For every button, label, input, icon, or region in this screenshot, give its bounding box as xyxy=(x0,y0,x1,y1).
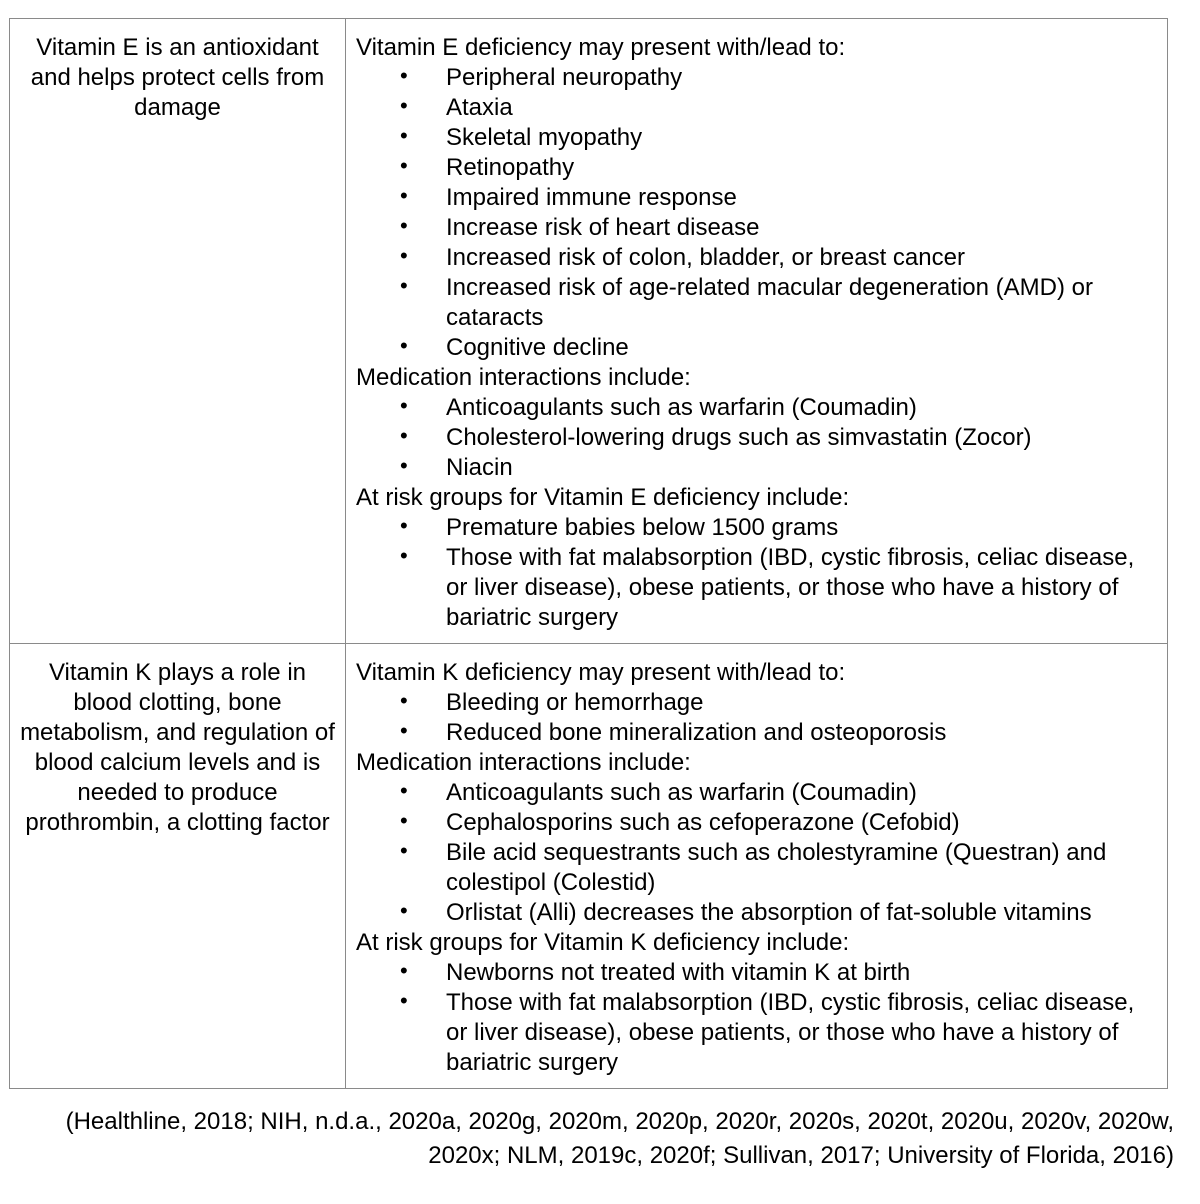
bullet-icon: • xyxy=(400,958,408,983)
vitamin-e-deficiency-list xyxy=(356,63,1157,363)
list-item-text: Cholesterol-lowering drugs such as simvastatin (Zocor) xyxy=(446,424,1032,451)
bullet-icon: • xyxy=(400,808,408,833)
bullet-icon: • xyxy=(400,423,408,448)
citation-line-2: 2020x; NLM, 2019c, 2020f; Sullivan, 2017; University of Florida, 2016) xyxy=(428,1142,1174,1169)
list-item xyxy=(356,898,1157,928)
bullet-icon: • xyxy=(400,213,408,238)
vitamin-k-description: Vitamin K plays a role in blood clotting, bone metabolism, and regulation of blood calcium levels and is needed to produce prothrombin, a clotting factor xyxy=(20,659,335,836)
bullet-icon: • xyxy=(400,513,408,538)
list-item-text: Anticoagulants such as warfarin (Coumadin) xyxy=(446,394,917,421)
vitamin-k-details-cell xyxy=(346,644,1168,1089)
list-item xyxy=(356,778,1157,808)
list-item-text: Bleeding or hemorrhage xyxy=(446,689,704,716)
list-item xyxy=(356,153,1157,183)
list-item xyxy=(356,93,1157,123)
vitamin-k-medication-list xyxy=(356,778,1157,928)
list-item-text: Bile acid sequestrants such as cholestyramine (Questran) and colestipol (Colestid) xyxy=(446,839,1107,896)
vitamin-k-deficiency-list xyxy=(356,688,1157,748)
bullet-icon: • xyxy=(400,543,408,568)
list-item xyxy=(356,393,1157,423)
bullet-icon: • xyxy=(400,243,408,268)
list-item-text: Increased risk of colon, bladder, or breast cancer xyxy=(446,244,965,271)
list-item-text: Newborns not treated with vitamin K at birth xyxy=(446,959,911,986)
list-item xyxy=(356,688,1157,718)
vitamin-k-deficiency-heading: Vitamin K deficiency may present with/lead to: xyxy=(356,659,846,686)
list-item-text: Cephalosporins such as cefoperazone (Cefobid) xyxy=(446,809,960,836)
bullet-icon: • xyxy=(400,718,408,743)
vitamin-k-description-cell xyxy=(10,644,346,1089)
citation-line-1: (Healthline, 2018; NIH, n.d.a., 2020a, 2020g, 2020m, 2020p, 2020r, 2020s, 2020t, 2020u, 2020v, 2020w, xyxy=(65,1108,1174,1135)
bullet-icon: • xyxy=(400,273,408,298)
bullet-icon: • xyxy=(400,93,408,118)
vitamin-e-deficiency-heading: Vitamin E deficiency may present with/lead to: xyxy=(356,34,846,61)
list-item-text: Premature babies below 1500 grams xyxy=(446,514,839,541)
bullet-icon: • xyxy=(400,393,408,418)
vitamin-table xyxy=(9,18,1168,1089)
list-item-text: Retinopathy xyxy=(446,154,575,181)
bullet-icon: • xyxy=(400,453,408,478)
vitamin-e-risk-list xyxy=(356,513,1157,633)
bullet-icon: • xyxy=(400,988,408,1013)
list-item xyxy=(356,808,1157,838)
vitamin-e-medication-list xyxy=(356,393,1157,483)
citation xyxy=(0,1105,1174,1173)
bullet-icon: • xyxy=(400,63,408,88)
list-item xyxy=(356,183,1157,213)
bullet-icon: • xyxy=(400,898,408,923)
list-item-text: Reduced bone mineralization and osteoporosis xyxy=(446,719,947,746)
list-item-text: Increased risk of age-related macular degeneration (AMD) or cataracts xyxy=(446,274,1093,331)
list-item xyxy=(356,453,1157,483)
list-item-text: Niacin xyxy=(446,454,513,481)
list-item xyxy=(356,423,1157,453)
list-item-text: Those with fat malabsorption (IBD, cystic fibrosis, celiac disease, or liver disease), obese patients, or those who have a history of bariatric surgery xyxy=(446,544,1135,631)
vitamin-e-description: Vitamin E is an antioxidant and helps protect cells from damage xyxy=(30,34,325,121)
list-item-text: Ataxia xyxy=(446,94,513,121)
vitamin-e-risk-heading: At risk groups for Vitamin E deficiency include: xyxy=(356,484,850,511)
list-item-text: Orlistat (Alli) decreases the absorption of fat-soluble vitamins xyxy=(446,899,1092,926)
vitamin-e-details-cell xyxy=(346,19,1168,644)
list-item xyxy=(356,543,1157,633)
table-row-vitamin-e xyxy=(10,19,1168,644)
list-item-text: Skeletal myopathy xyxy=(446,124,643,151)
list-item xyxy=(356,513,1157,543)
list-item-text: Cognitive decline xyxy=(446,334,629,361)
list-item xyxy=(356,123,1157,153)
list-item xyxy=(356,213,1157,243)
list-item xyxy=(356,958,1157,988)
vitamin-e-description-cell xyxy=(10,19,346,644)
bullet-icon: • xyxy=(400,778,408,803)
list-item xyxy=(356,718,1157,748)
bullet-icon: • xyxy=(400,153,408,178)
list-item xyxy=(356,273,1157,333)
bullet-icon: • xyxy=(400,688,408,713)
bullet-icon: • xyxy=(400,183,408,208)
vitamin-k-medication-heading: Medication interactions include: xyxy=(356,749,691,776)
list-item-text: Those with fat malabsorption (IBD, cystic fibrosis, celiac disease, or liver disease), obese patients, or those who have a history of bariatric surgery xyxy=(446,989,1135,1076)
table-row-vitamin-k xyxy=(10,644,1168,1089)
list-item-text: Peripheral neuropathy xyxy=(446,64,683,91)
bullet-icon: • xyxy=(400,838,408,863)
vitamin-k-risk-heading: At risk groups for Vitamin K deficiency include: xyxy=(356,929,850,956)
list-item xyxy=(356,243,1157,273)
bullet-icon: • xyxy=(400,333,408,358)
list-item-text: Anticoagulants such as warfarin (Coumadin) xyxy=(446,779,917,806)
list-item xyxy=(356,333,1157,363)
list-item xyxy=(356,988,1157,1078)
list-item xyxy=(356,838,1157,898)
list-item-text: Increase risk of heart disease xyxy=(446,214,760,241)
list-item-text: Impaired immune response xyxy=(446,184,737,211)
list-item xyxy=(356,63,1157,93)
bullet-icon: • xyxy=(400,123,408,148)
vitamin-e-medication-heading: Medication interactions include: xyxy=(356,364,691,391)
vitamin-k-risk-list xyxy=(356,958,1157,1078)
